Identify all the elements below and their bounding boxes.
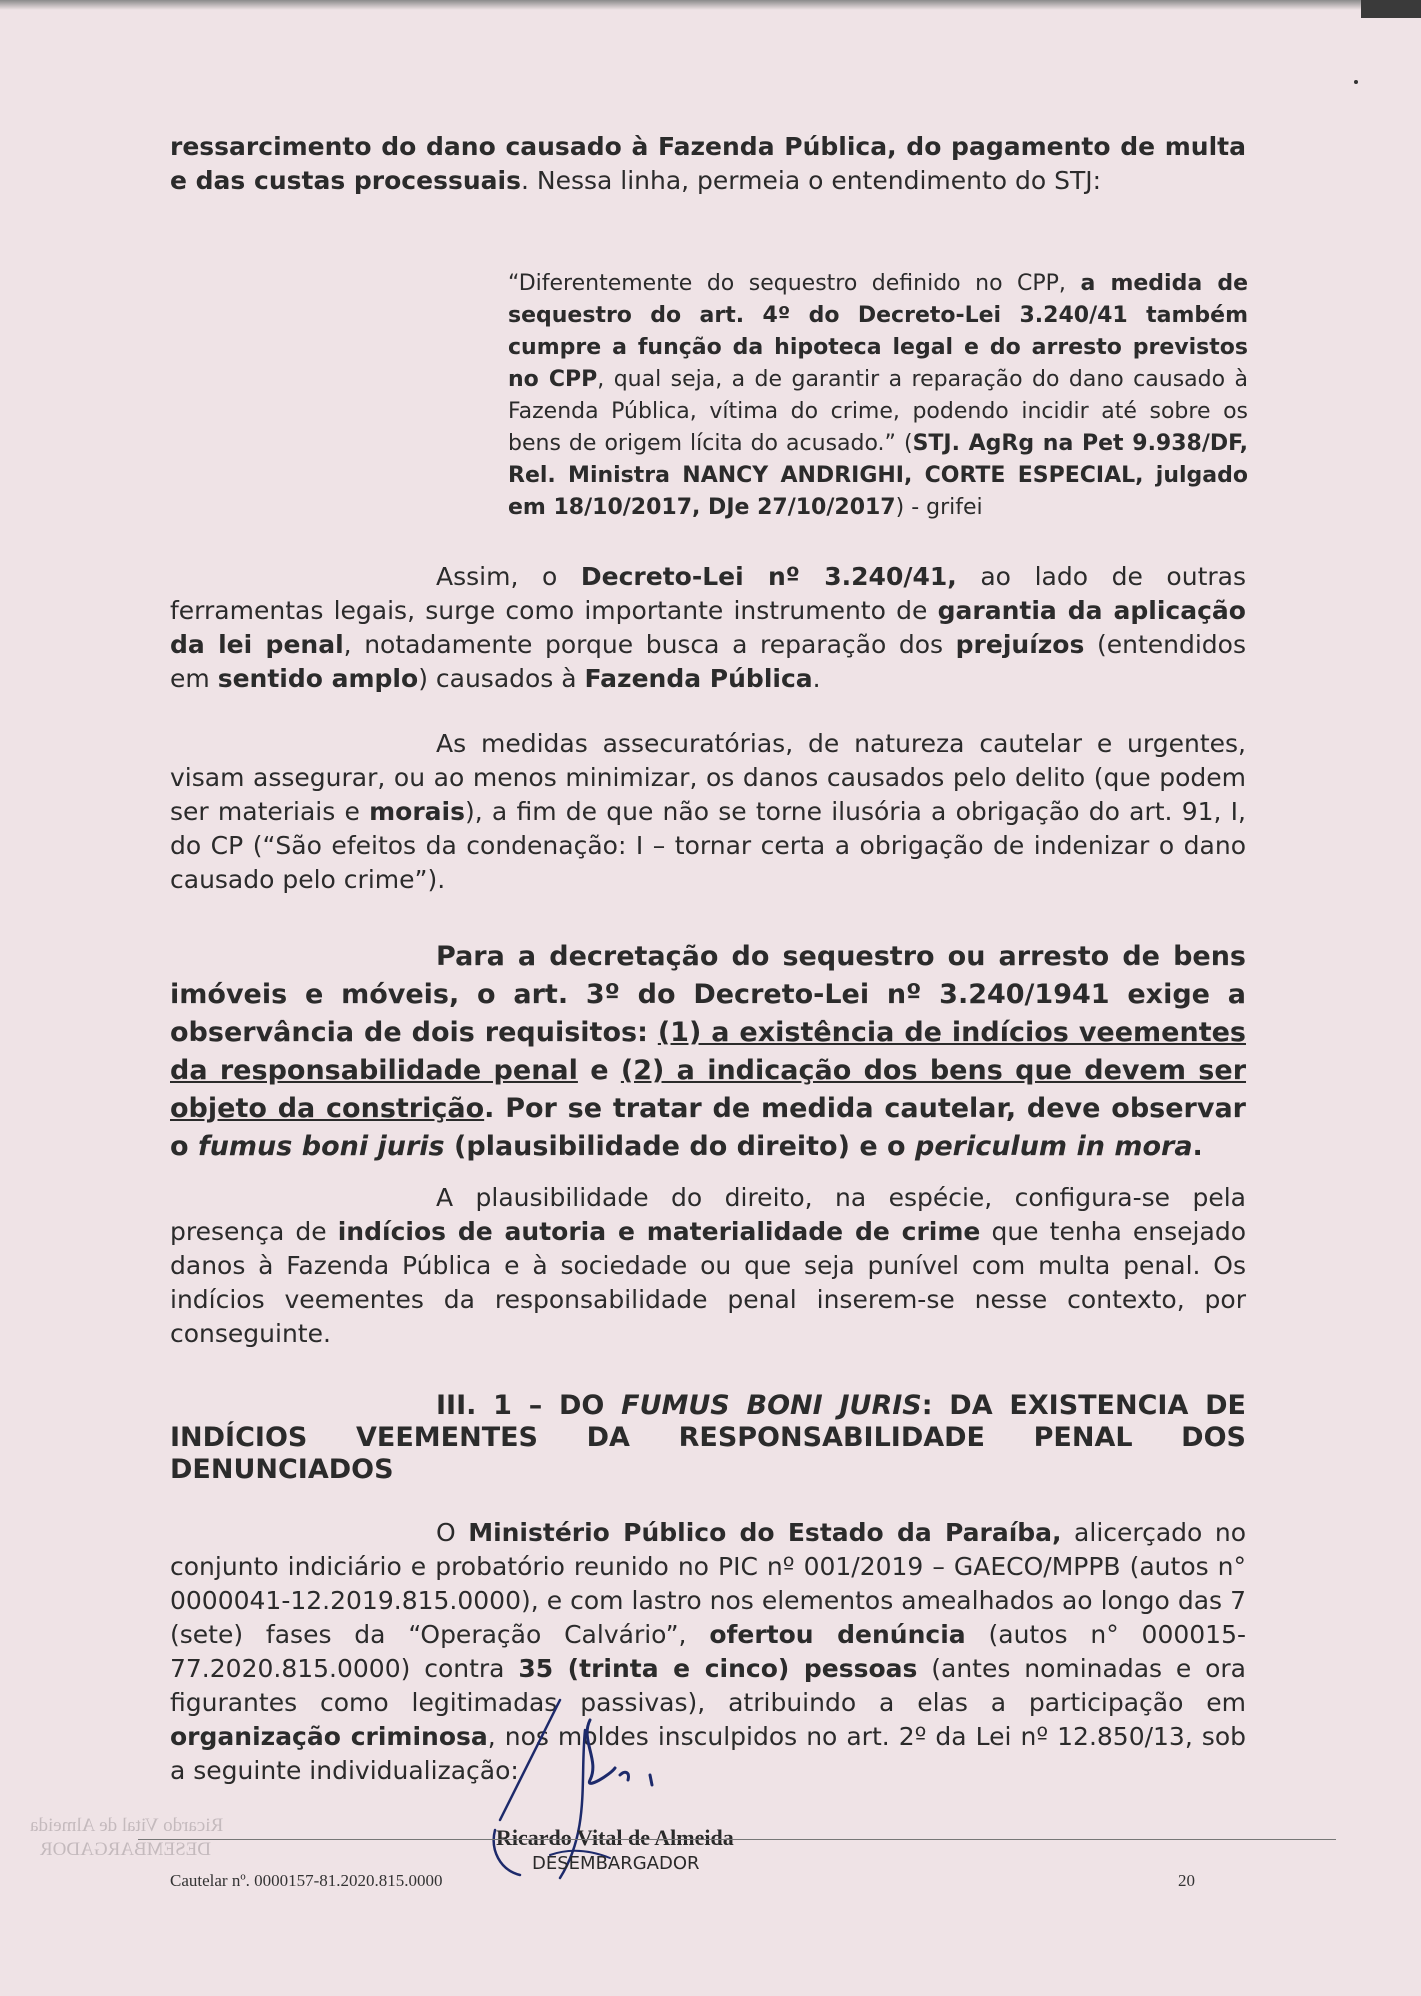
footer-case-reference: Cautelar nº. 0000157-81.2020.815.0000 (170, 1871, 443, 1890)
page-number: 20 (1178, 1871, 1195, 1890)
scan-corner-shadow (1361, 0, 1421, 18)
paragraph-6: O Ministério Público do Estado da Paraíba, alicerçado no conjunto indiciário e probatório reunido no PIC nº 001/2019 – GAECO/MPPB (autos n° 0000041-12.2019.815.0000), e com lastro nos elementos amealhados ao longo das 7 (sete) fases da “Operação Calvário”, ofertou denúncia (autos n° 000015-77.2020.815.0000) contra 35 (trinta e cinco) pessoas (antes nominadas e ora figurantes como legitimadas passivas), atribuindo a elas a participação em organização criminosa, nos moldes insculpidos no art. 2º da Lei nº 12.850/13, sob a seguinte individualização: (170, 1518, 1247, 1785)
section-heading: III. 1 – DO FUMUS BONI JURIS: DA EXISTENCIA DE INDÍCIOS VEEMENTES DA RESPONSABILIDADE PENAL DOS DENUNCIADOS (170, 1390, 1246, 1485)
scan-speck (1354, 80, 1358, 84)
paragraph-3: As medidas assecuratórias, de natureza cautelar e urgentes, visam assegurar, ou ao menos minimizar, os danos causados pelo delito (que podem ser materiais e morais), a fim de que não se torne ilusória a obrigação do art. 91, I, do CP (“São efeitos da condenação: I – tornar certa a obrigação de indenizar o dano causado pelo crime”). (170, 729, 1247, 894)
paragraph-1-bold: ressarcimento do dano causado à Fazenda Pública, do pagamento de multa e das custas processuais (170, 132, 1246, 195)
jurisprudence-quote: “Diferentemente do sequestro definido no CPP, a medida de sequestro do art. 4º do Decreto-Lei 3.240/41 também cumpre a função da hipoteca legal e do arresto previstos no CPP, qual seja, a de garantir a reparação do dano causado à Fazenda Pública, vítima do crime, podendo incidir até sobre os bens de origem lícita do acusado.” (STJ. AgRg na Pet 9.938/DF, Rel. Ministra NANCY ANDRIGHI, CORTE ESPECIAL, julgado em 18/10/2017, DJe 27/10/2017) - grifei (508, 271, 1249, 520)
signatory-name: Ricardo Vital de Almeida (496, 1825, 734, 1850)
paragraph-5: A plausibilidade do direito, na espécie, configura-se pela presença de indícios de autoria e materialidade de crime que tenha ensejado danos à Fazenda Pública e à sociedade ou que seja punível com multa penal. Os indícios veementes da responsabilidade penal inserem-se nesse contexto, por conseguinte. (170, 1183, 1246, 1348)
signatory-role: DESEMBARGADOR (532, 1853, 700, 1874)
scan-top-edge (0, 0, 1421, 10)
footer-divider (138, 1839, 1336, 1840)
paragraph-4: Para a decretação do sequestro ou arresto de bens imóveis e móveis, o art. 3º do Decreto-Lei nº 3.240/1941 exige a observância de dois requisitos: (1) a existência de indícios veementes da responsabilidade penal e (2) a indicação dos bens que devem ser objeto da constrição. Por se tratar de medida cautelar, deve observar o fumus boni juris (plausibilidade do direito) e o periculum in mora. (170, 941, 1247, 1162)
paragraph-1 (170, 130, 1246, 198)
paragraph-1-text: . Nessa linha, permeia o entendimento do STJ: (520, 166, 1102, 195)
paragraph-2: Assim, o Decreto-Lei nº 3.240/41, ao lado de outras ferramentas legais, surge como importante instrumento de garantia da aplicação da lei penal, notadamente porque busca a reparação dos prejuízos (entendidos em sentido amplo) causados à Fazenda Pública. (170, 562, 1246, 693)
bleed-through-role: DESEMBARGADOR (40, 1839, 212, 1860)
bleed-through-name: Ricardo Vital de Almeida (30, 1815, 224, 1836)
